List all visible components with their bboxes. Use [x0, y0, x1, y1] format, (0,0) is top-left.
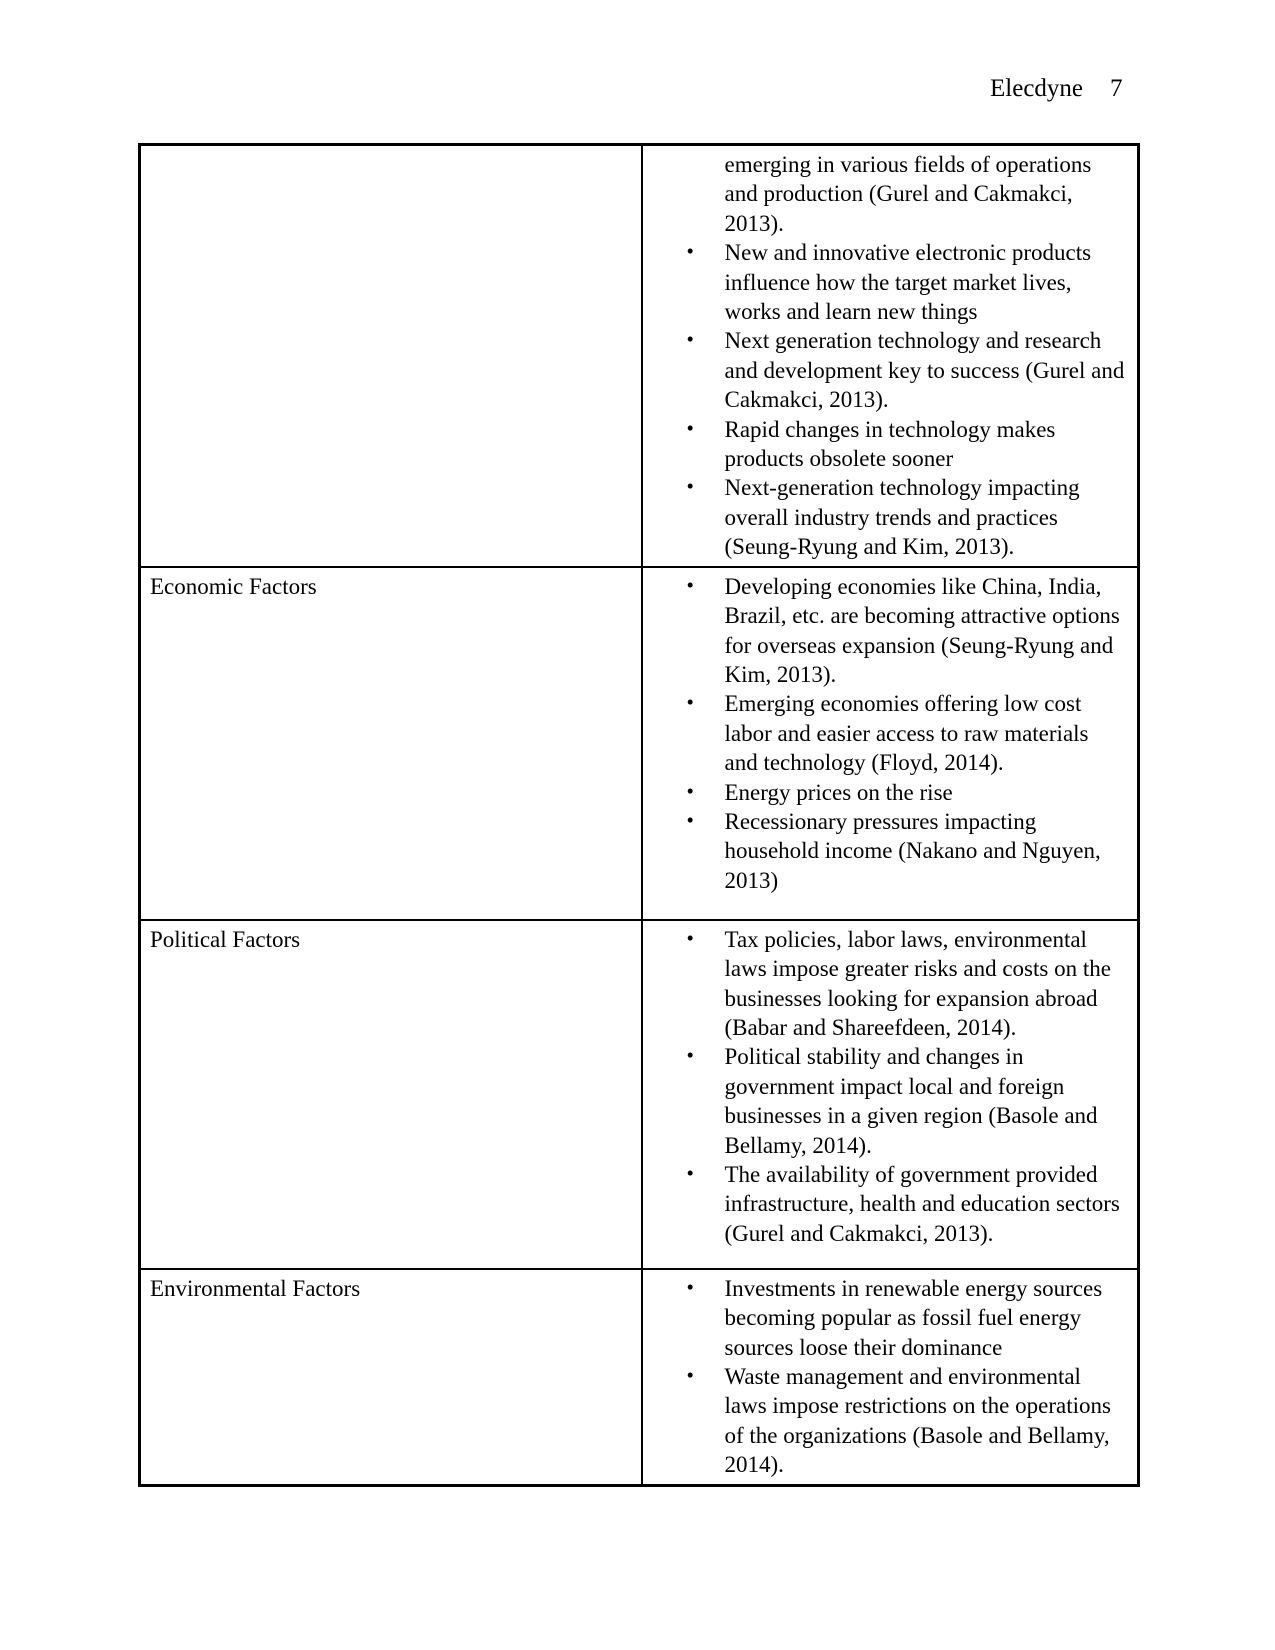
- bullet-marker-icon: •: [686, 690, 694, 715]
- factor-content-cell: [642, 1269, 1139, 1485]
- bullet-text: Rapid changes in technology makes products obsolete sooner: [724, 416, 1056, 472]
- bullet-item: [643, 473, 1126, 561]
- factor-label-cell: [140, 145, 642, 567]
- pest-factors-table: [138, 143, 1140, 1487]
- bullet-text: Tax policies, labor laws, environmental laws impose greater risks and costs on the businesses looking for expansion abroad (Babar and Shareefdeen, 2014).: [724, 926, 1111, 1040]
- bullet-item: [643, 1042, 1126, 1160]
- bullet-marker-icon: •: [686, 1362, 694, 1387]
- continuation-text: [643, 150, 1126, 238]
- table-row: [140, 920, 1139, 1269]
- bullet-item: [643, 807, 1126, 895]
- factor-label-cell: [140, 567, 642, 920]
- bullet-item: [643, 1362, 1126, 1480]
- bullet-marker-icon: •: [686, 1043, 694, 1068]
- bullet-marker-icon: •: [686, 474, 694, 499]
- bullet-marker-icon: •: [686, 239, 694, 264]
- bullet-list: [643, 925, 1126, 1248]
- bullet-text: The availability of government provided infrastructure, health and education sectors (Gurel and Cakmakci, 2013).: [724, 1161, 1120, 1246]
- bullet-item: [643, 572, 1126, 690]
- bullet-item: [643, 238, 1126, 326]
- bullet-text: Investments in renewable energy sources becoming popular as fossil fuel energy sources loose their dominance: [724, 1275, 1103, 1360]
- bullet-list: [643, 1274, 1126, 1480]
- bullet-text: Emerging economies offering low cost labor and easier access to raw materials and technology (Floyd, 2014).: [724, 691, 1089, 776]
- bullet-marker-icon: •: [686, 778, 694, 803]
- factor-content-cell: [642, 145, 1139, 567]
- bullet-text: Political stability and changes in government impact local and foreign businesses in a given region (Basole and Bellamy, 2014).: [724, 1044, 1098, 1158]
- bullet-marker-icon: •: [686, 572, 694, 597]
- bullet-text: Waste management and environmental laws impose restrictions on the operations of the organizations (Basole and Bellamy, 2014).: [724, 1363, 1111, 1478]
- factor-label: Political Factors: [150, 926, 301, 952]
- table-body: [140, 145, 1139, 1486]
- bullet-marker-icon: •: [686, 807, 694, 832]
- bullet-item: [643, 689, 1126, 777]
- bullet-item: [643, 326, 1126, 414]
- bullet-list: [643, 150, 1126, 562]
- factor-label: Economic Factors: [150, 573, 317, 599]
- bullet-text: Next-generation technology impacting overall industry trends and practices (Seung-Ryung and Kim, 2013).: [724, 475, 1080, 560]
- page-header: [990, 74, 1123, 103]
- bullet-text: Recessionary pressures impacting household income (Nakano and Nguyen, 2013): [724, 808, 1101, 893]
- running-head: Elecdyne: [990, 75, 1084, 102]
- bullet-marker-icon: •: [686, 415, 694, 440]
- bullet-text: Energy prices on the rise: [724, 779, 953, 805]
- factor-content-cell: [642, 567, 1139, 920]
- bullet-list: [643, 572, 1126, 895]
- bullet-item: [643, 778, 1126, 807]
- factor-label-cell: [140, 1269, 642, 1485]
- bullet-text: Next generation technology and research and development key to success (Gurel and Cakmakci, 2013).: [724, 328, 1125, 413]
- bullet-text: emerging in various fields of operations and production (Gurel and Cakmakci, 2013).: [724, 152, 1092, 236]
- bullet-text: New and innovative electronic products influence how the target market lives, works and learn new things: [724, 240, 1092, 325]
- bullet-item: [643, 415, 1126, 474]
- bullet-text: Developing economies like China, India, Brazil, etc. are becoming attractive options for overseas expansion (Seung-Ryung and Kim, 2013).: [724, 573, 1120, 687]
- page-number: 7: [1110, 75, 1123, 102]
- bullet-marker-icon: •: [686, 1160, 694, 1185]
- bullet-item: [643, 1274, 1126, 1362]
- table-row: [140, 1269, 1139, 1485]
- table-row: [140, 145, 1139, 567]
- bullet-marker-icon: •: [686, 1274, 694, 1299]
- factor-content-cell: [642, 920, 1139, 1269]
- factor-label-cell: [140, 920, 642, 1269]
- bullet-item: [643, 925, 1126, 1043]
- bullet-marker-icon: •: [686, 327, 694, 352]
- table-row: [140, 567, 1139, 920]
- factor-label: Environmental Factors: [150, 1275, 361, 1301]
- bullet-marker-icon: •: [686, 925, 694, 950]
- bullet-item: [643, 1160, 1126, 1248]
